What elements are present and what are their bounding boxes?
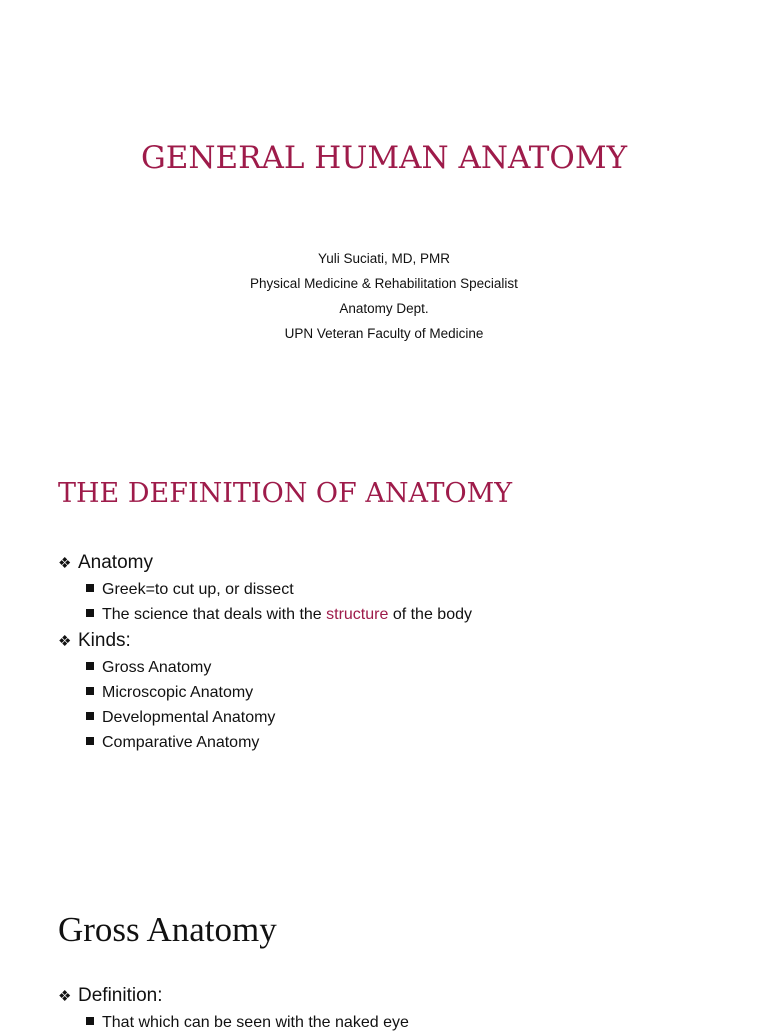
bullet-kinds-label: Kinds: [78, 630, 131, 651]
sub-bullet-naked-eye [58, 1010, 409, 1035]
sub-bullet-science-highlight: structure [326, 606, 389, 623]
square-bullet-icon [86, 609, 94, 617]
sub-bullet-science-prefix: The science that deals with the [102, 606, 327, 623]
slide-title-definition: THE DEFINITION OF ANATOMY [58, 478, 513, 509]
bullet-definition [58, 982, 409, 1010]
bullet-kinds [58, 627, 472, 655]
sub-bullet-science-suffix: of the body [388, 606, 472, 623]
author-name: Yuli Suciati, MD, PMR [317, 251, 451, 266]
sub-bullet-kind [58, 680, 472, 705]
sub-bullet-greek [58, 577, 472, 602]
square-bullet-icon [86, 737, 94, 745]
sub-bullet-text: Microscopic Anatomy [102, 684, 254, 701]
bullet-anatomy [58, 549, 472, 577]
diamond-bullet-icon: ❖ [58, 633, 72, 650]
sub-bullet-text: Gross Anatomy [102, 659, 212, 676]
sub-bullet-kind [58, 730, 472, 755]
sub-bullet-text: Comparative Anatomy [102, 734, 260, 751]
slide-title-general-human-anatomy: GENERAL HUMAN ANATOMY [140, 140, 628, 176]
author-specialty: Physical Medicine & Rehabilitation Specialist [250, 276, 518, 291]
sub-bullet-kind [58, 655, 472, 680]
author-department: Anatomy Dept. [339, 301, 429, 316]
gross-anatomy-bullets [58, 982, 409, 1035]
definition-bullets [58, 549, 472, 755]
bullet-definition-label: Definition: [78, 985, 163, 1006]
sub-bullet-text: That which can be seen with the naked eye [102, 1014, 409, 1031]
slide-title-gross-anatomy: Gross Anatomy [58, 910, 277, 949]
square-bullet-icon [86, 687, 94, 695]
sub-bullet-kind [58, 705, 472, 730]
sub-bullet-text: Developmental Anatomy [102, 709, 276, 726]
bullet-anatomy-label: Anatomy [78, 552, 153, 573]
sub-bullet-science [58, 602, 472, 627]
author-faculty: UPN Veteran Faculty of Medicine [284, 326, 484, 341]
diamond-bullet-icon: ❖ [58, 988, 72, 1005]
square-bullet-icon [86, 662, 94, 670]
diamond-bullet-icon: ❖ [58, 555, 72, 572]
sub-bullet-text: Greek=to cut up, or dissect [102, 581, 294, 598]
square-bullet-icon [86, 584, 94, 592]
author-info [0, 246, 768, 346]
square-bullet-icon [86, 712, 94, 720]
